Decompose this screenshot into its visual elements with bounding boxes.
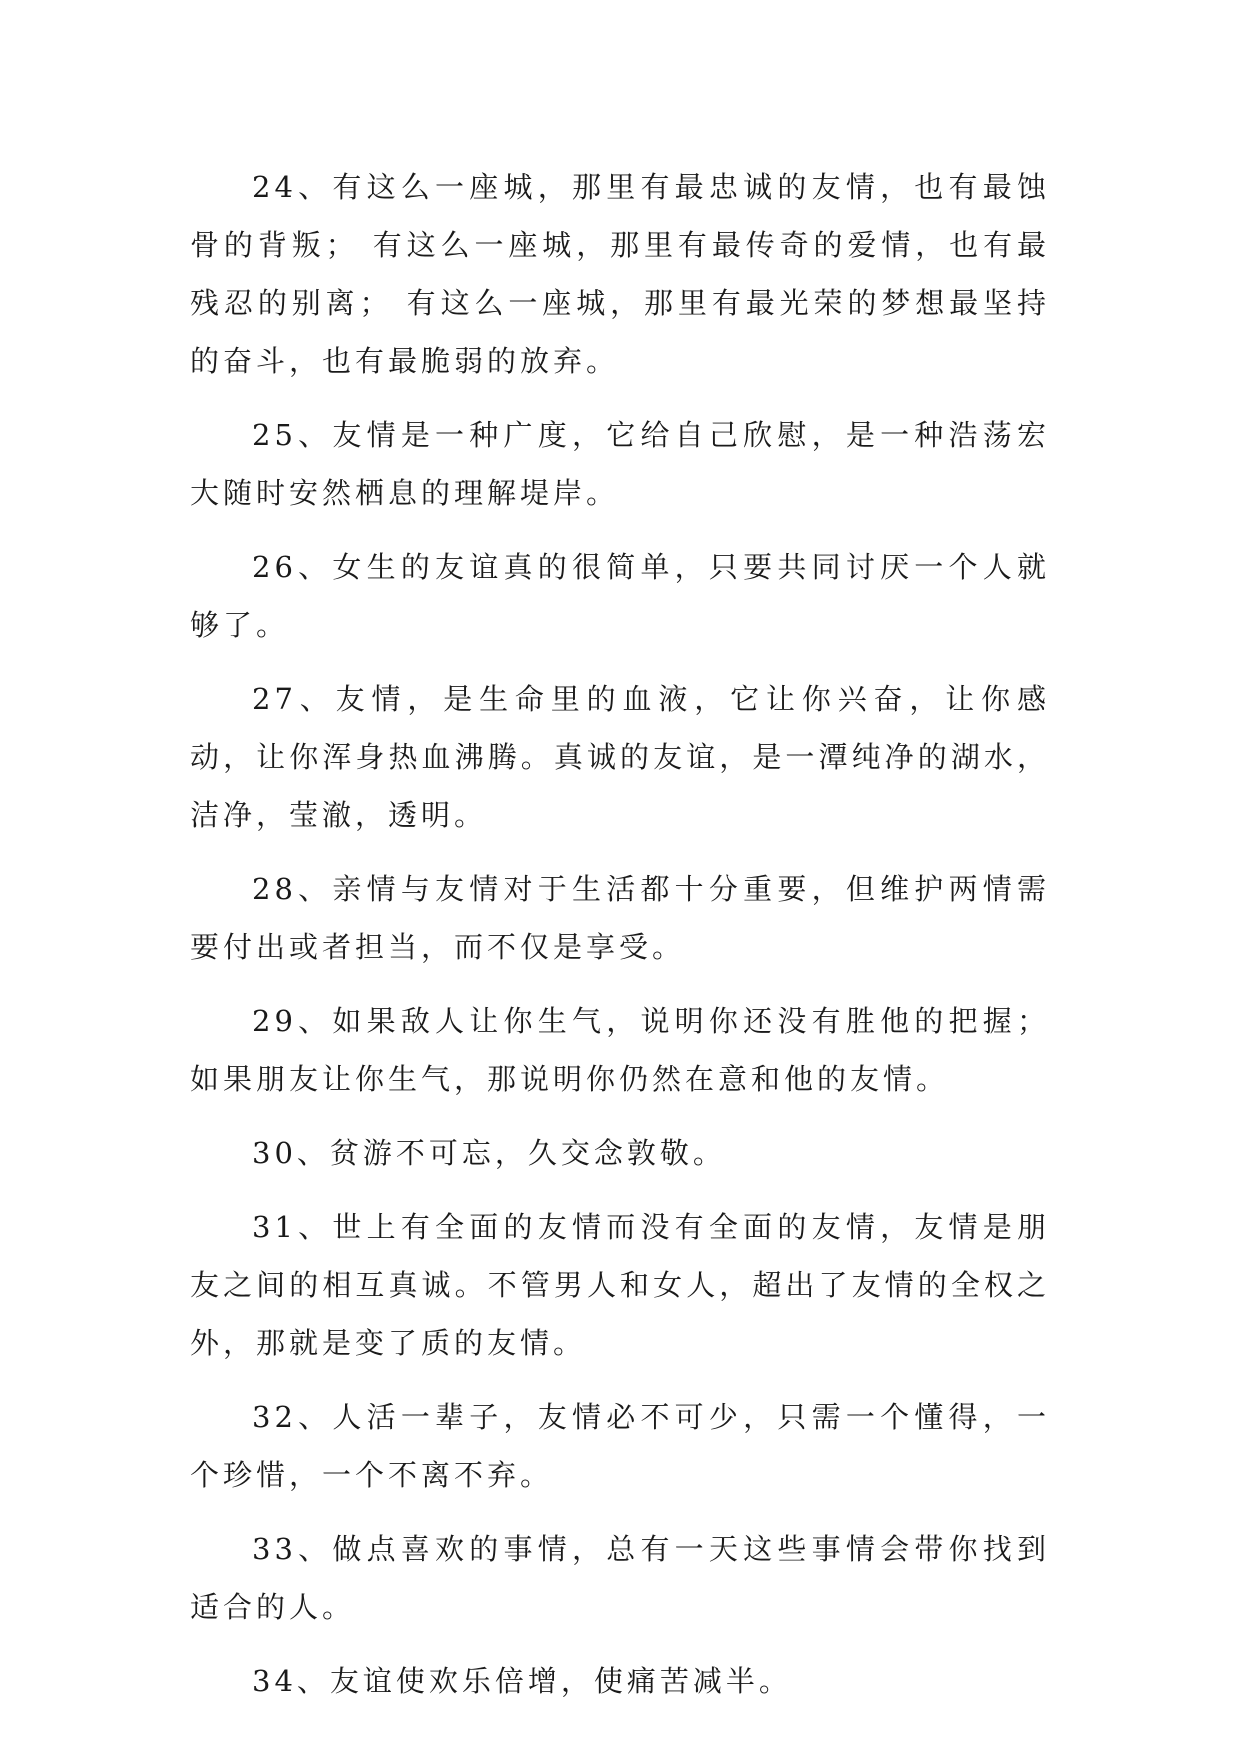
paragraph-32: 32、人活一辈子，友情必不可少，只需一个懂得，一个珍惜，一个不离不弃。 — [190, 1400, 1050, 1492]
document-body — [190, 158, 1050, 1726]
paragraph-25: 25、友情是一种广度，它给自己欣慰，是一种浩荡宏大随时安然栖息的理解堤岸。 — [190, 418, 1050, 510]
paragraph-29: 29、如果敌人让你生气，说明你还没有胜他的把握；如果朋友让你生气，那说明你仍然在意和他的友情。 — [190, 1004, 1050, 1096]
paragraph-33: 33、做点喜欢的事情，总有一天这些事情会带你找到适合的人。 — [190, 1532, 1050, 1624]
paragraph-24: 24、有这么一座城，那里有最忠诚的友情，也有最蚀骨的背叛； 有这么一座城，那里有最传奇的爱情，也有最残忍的别离； 有这么一座城，那里有最光荣的梦想最坚持的奋斗，也有最脆弱的放弃。 — [190, 170, 1050, 378]
paragraph-27: 27、友情，是生命里的血液，它让你兴奋，让你感动，让你浑身热血沸腾。真诚的友谊，是一潭纯净的湖水，洁净，莹澈，透明。 — [190, 682, 1050, 832]
paragraph-30: 30、贫游不可忘，久交念敦敬。 — [252, 1136, 726, 1170]
paragraph-34: 34、友谊使欢乐倍增，使痛苦减半。 — [252, 1664, 792, 1698]
paragraph-31: 31、世上有全面的友情而没有全面的友情，友情是朋友之间的相互真诚。不管男人和女人，超出了友情的全权之外，那就是变了质的友情。 — [190, 1210, 1050, 1360]
paragraph-26: 26、女生的友谊真的很简单，只要共同讨厌一个人就够了。 — [190, 550, 1050, 642]
paragraph-28: 28、亲情与友情对于生活都十分重要，但维护两情需要付出或者担当，而不仅是享受。 — [190, 872, 1050, 964]
